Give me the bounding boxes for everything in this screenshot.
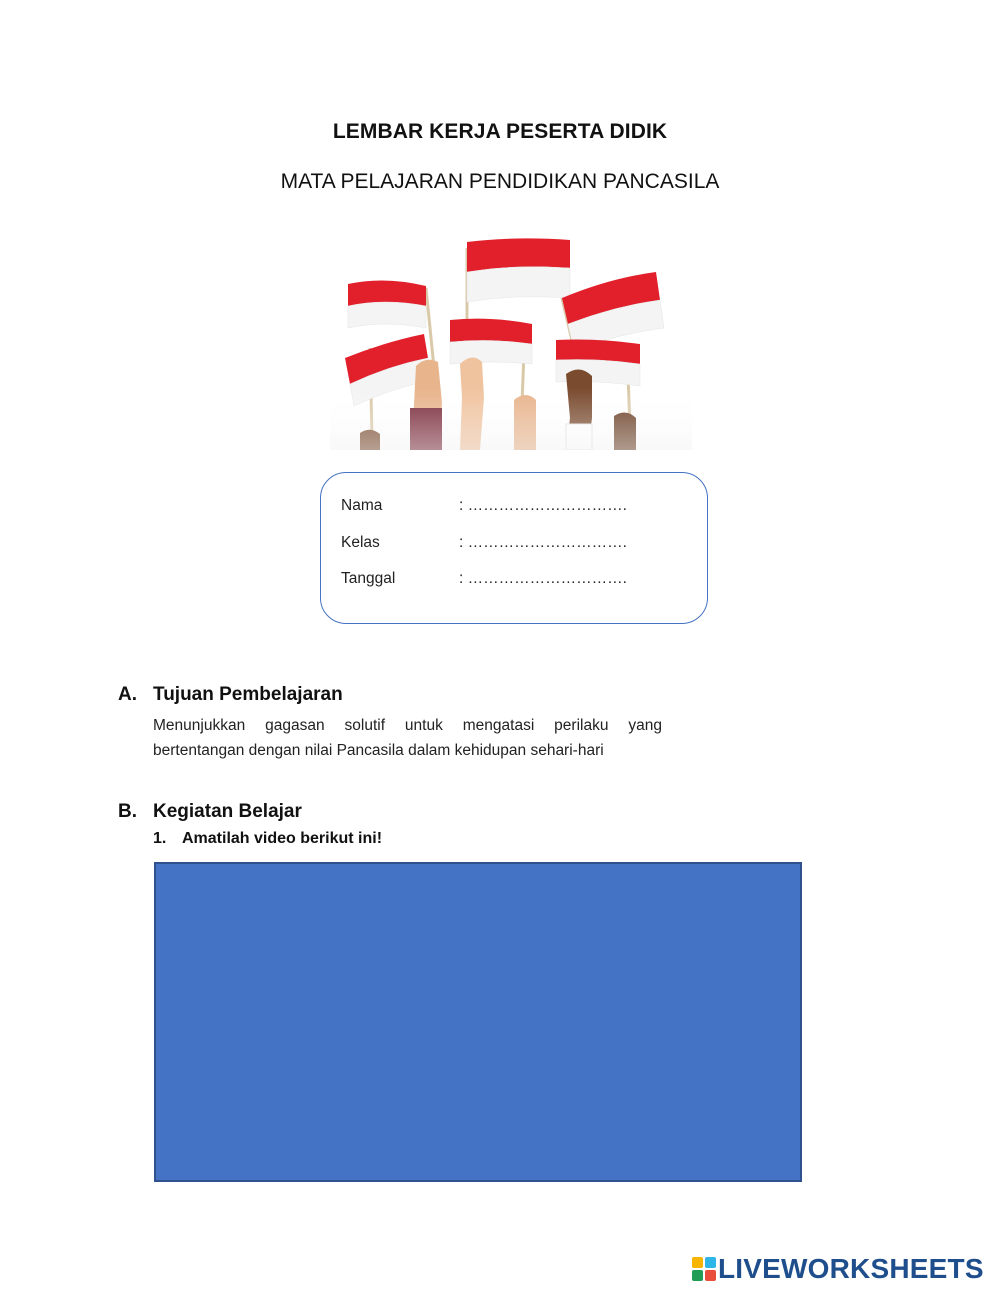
flag-1 xyxy=(348,280,426,328)
section-a-title: Tujuan Pembelajaran xyxy=(153,684,343,705)
worksheet-title: LEMBAR KERJA PESERTA DIDIK xyxy=(332,120,668,143)
video-placeholder[interactable] xyxy=(154,862,802,1182)
identity-label: Kelas xyxy=(341,534,380,551)
name-field[interactable]: : …………………………. xyxy=(459,497,627,514)
liveworksheets-logo-icon xyxy=(692,1257,716,1281)
class-field[interactable]: : …………………………. xyxy=(459,534,627,551)
flag-2 xyxy=(467,238,570,302)
flag-4 xyxy=(450,319,532,364)
step-number: 1. xyxy=(153,830,167,847)
section-a-letter: A. xyxy=(118,684,137,705)
identity-label: Nama xyxy=(341,497,383,514)
worksheet-subtitle: MATA PELAJARAN PENDIDIKAN PANCASILA xyxy=(280,170,720,193)
step-instruction: Amatilah video berikut ini! xyxy=(182,830,383,847)
student-identity-box xyxy=(320,472,708,624)
indonesian-flags-illustration xyxy=(330,228,692,450)
identity-label: Tanggal xyxy=(341,570,396,587)
liveworksheets-logo xyxy=(692,1253,984,1285)
section-b-title: Kegiatan Belajar xyxy=(153,801,302,822)
liveworksheets-wordmark: LIVEWORKSHEETS xyxy=(718,1253,984,1284)
date-field[interactable]: : …………………………. xyxy=(459,570,627,587)
section-b-letter: B. xyxy=(118,801,137,822)
section-a-body: Menunjukkan gagasan solutif untuk mengatasi perilaku yang bertentangan dengan nilai Pancasila dalam kehidupan sehari-hari xyxy=(153,717,662,759)
